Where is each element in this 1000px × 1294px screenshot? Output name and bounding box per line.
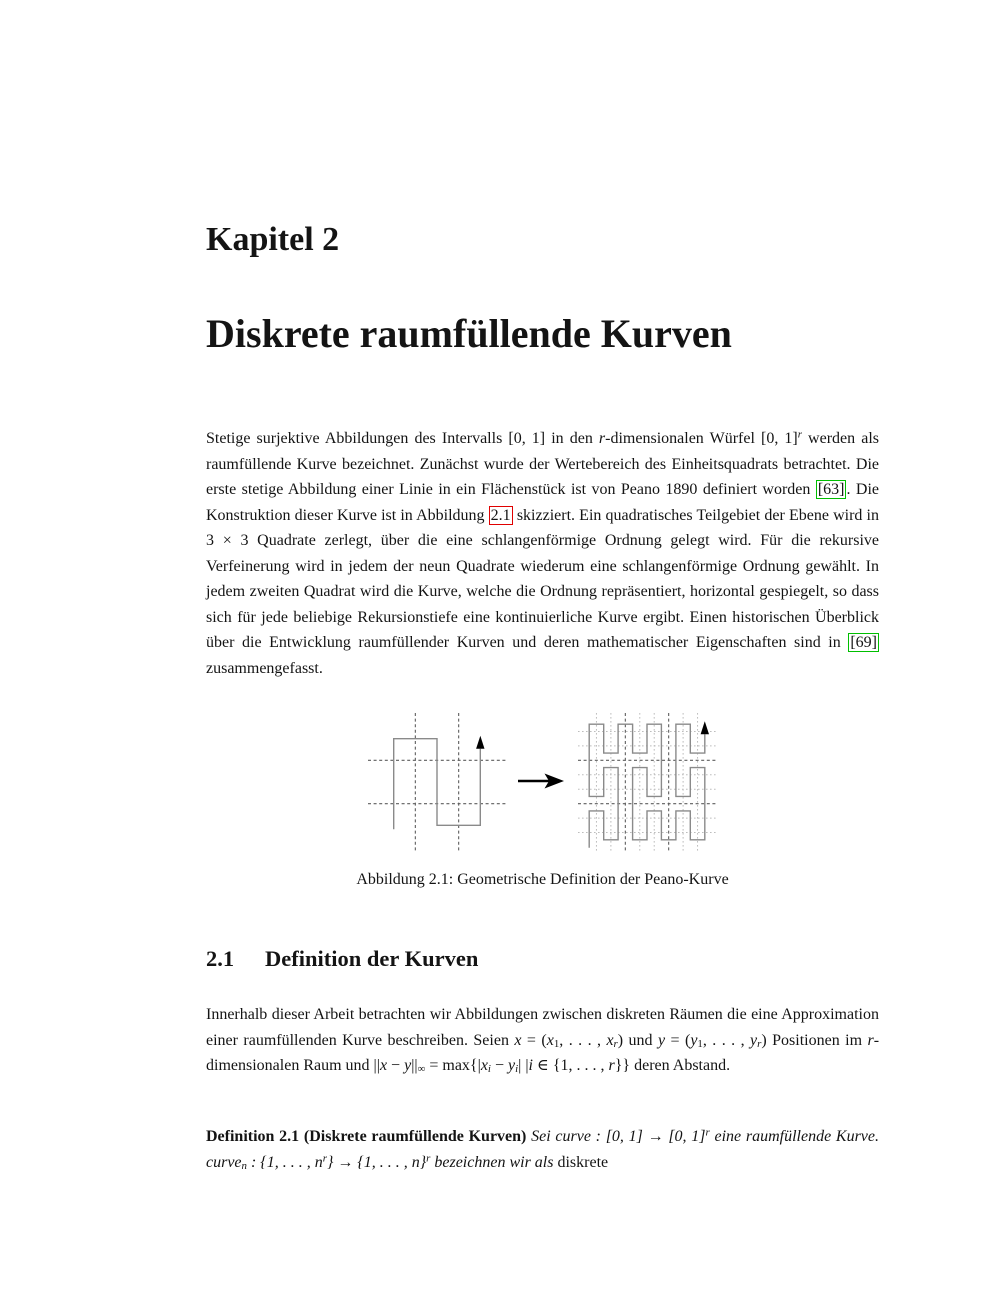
section-number: 2.1 [206, 946, 235, 971]
text-run: r [598, 430, 606, 447]
text-run: r [797, 428, 802, 441]
text-run: ) Positionen im [761, 1031, 868, 1049]
text-run: Definition 2.1 (Diskrete raumfüllende Kurven) [206, 1128, 527, 1145]
text-run: n [241, 1159, 247, 1172]
definition-2-1-paragraph [206, 1124, 879, 1175]
citation-69-link[interactable]: [69] [850, 634, 877, 651]
text-run: skizziert. Ein quadratisches Teilgebiet der Ebene wird in 3 × 3 Quadrate zerlegt, über die eine schlangenförmige Ordnung gelegt wird. Für die rekursive Verfeinerung wird in jedem der neun Quadrate wiederum eine schlangenförmige Ordnung gewählt. In jedem zweiten Quadrat wird die Kurve, welche die Ordnung repräsentiert, horizontal gespiegelt, so dass sich für jede beliebige Rekursionstiefe eine kontinuierliche Kurve ergibt. Einen historischen Überblick über die Entwicklung raumfüllender Kurven und deren mathematischer Eigenschaften sind in [206, 506, 880, 651]
chapter-label: Kapitel 2 [206, 221, 340, 258]
text-run: bezeichnen wir als [430, 1153, 558, 1171]
text-run: r [322, 1152, 327, 1165]
text-run: Sei curve : [0, 1] → [0, 1] [531, 1128, 706, 1145]
text-run: = ( [521, 1031, 547, 1049]
text-run: r [705, 1126, 710, 1139]
text-run: i [515, 1063, 519, 1076]
text-run: , . . . , [559, 1031, 607, 1049]
text-run: -dimensionalen Raum und || [206, 1031, 880, 1074]
text-run: || [411, 1057, 418, 1074]
text-run: r [757, 1037, 762, 1050]
text-run: i [487, 1063, 491, 1076]
text-run: r [867, 1031, 874, 1049]
text-run: } → {1, . . . , n} [326, 1153, 427, 1171]
figure-2-1-ref-link[interactable]: 2.1 [490, 506, 511, 524]
text-run: − [490, 1057, 508, 1074]
section-heading-2-1 [206, 948, 478, 971]
text-run: − [387, 1057, 405, 1074]
text-run: x [514, 1031, 522, 1049]
text-run: y [657, 1031, 666, 1049]
section-title: Definition der Kurven [265, 946, 479, 971]
text-run: Stetige surjektive Abbildungen des Intervalls [0, 1] in den [206, 430, 599, 447]
text-run: x [480, 1057, 488, 1074]
text-run: 1 [697, 1037, 703, 1050]
text-run: = ( [665, 1031, 691, 1049]
text-run: r [613, 1037, 618, 1050]
text-run: x [606, 1031, 614, 1049]
text-run: i [528, 1057, 533, 1074]
text-run: diskrete [557, 1153, 609, 1171]
text-run: y [690, 1031, 698, 1049]
figure-caption: Abbildung 2.1: Geometrische Definition der Peano-Kurve [356, 871, 729, 888]
text-run: 1 [553, 1037, 560, 1050]
text-run: x [546, 1031, 554, 1049]
text-run: . Die Konstruktion dieser Kurve ist in Abbildung [206, 481, 879, 524]
text-run: ) und [617, 1031, 658, 1049]
text-run: r [608, 1057, 615, 1074]
text-run: eine raumfüllende Kurve. curve [206, 1128, 880, 1171]
chapter-title: Diskrete raumfüllende Kurven [206, 311, 732, 356]
text-run: -dimensionalen Würfel [0, 1] [605, 430, 798, 447]
citation-63-link[interactable]: [63] [817, 481, 845, 498]
figure-2-1 [206, 703, 878, 868]
text-run: | | [518, 1057, 529, 1074]
text-run: ∞ [417, 1063, 426, 1076]
text-run: werden als raumfüllende Kurve bezeichnet. Zunächst wurde der Wertebereich des Einheitsquadrats betrachtet. Die erste stetige Abbildung einer Linie in ein Flächenstück ist von Peano 1890 definiert worden [206, 430, 879, 498]
peano-curve-figure [206, 703, 878, 868]
text-run: = max{| [425, 1057, 481, 1074]
text-run: : {1, . . . , n [246, 1153, 323, 1171]
text-run: , . . . , [702, 1031, 751, 1049]
text-run: }} deren Abstand. [614, 1057, 731, 1074]
text-run: x [379, 1057, 388, 1074]
intro-paragraph [206, 426, 879, 681]
text-run: y [750, 1031, 758, 1049]
text-run: y [507, 1057, 516, 1074]
text-run: zusammengefasst. [206, 659, 323, 677]
text-run: ∈ {1, . . . , [532, 1057, 609, 1074]
text-run: y [404, 1057, 412, 1074]
text-run: r [426, 1152, 431, 1165]
definitions-intro-paragraph [206, 1002, 879, 1079]
text-run: Innerhalb dieser Arbeit betrachten wir Abbildungen zwischen diskreten Räumen die eine Approximation einer raumfüllenden Kurve beschreiben. Seien [206, 1006, 879, 1049]
